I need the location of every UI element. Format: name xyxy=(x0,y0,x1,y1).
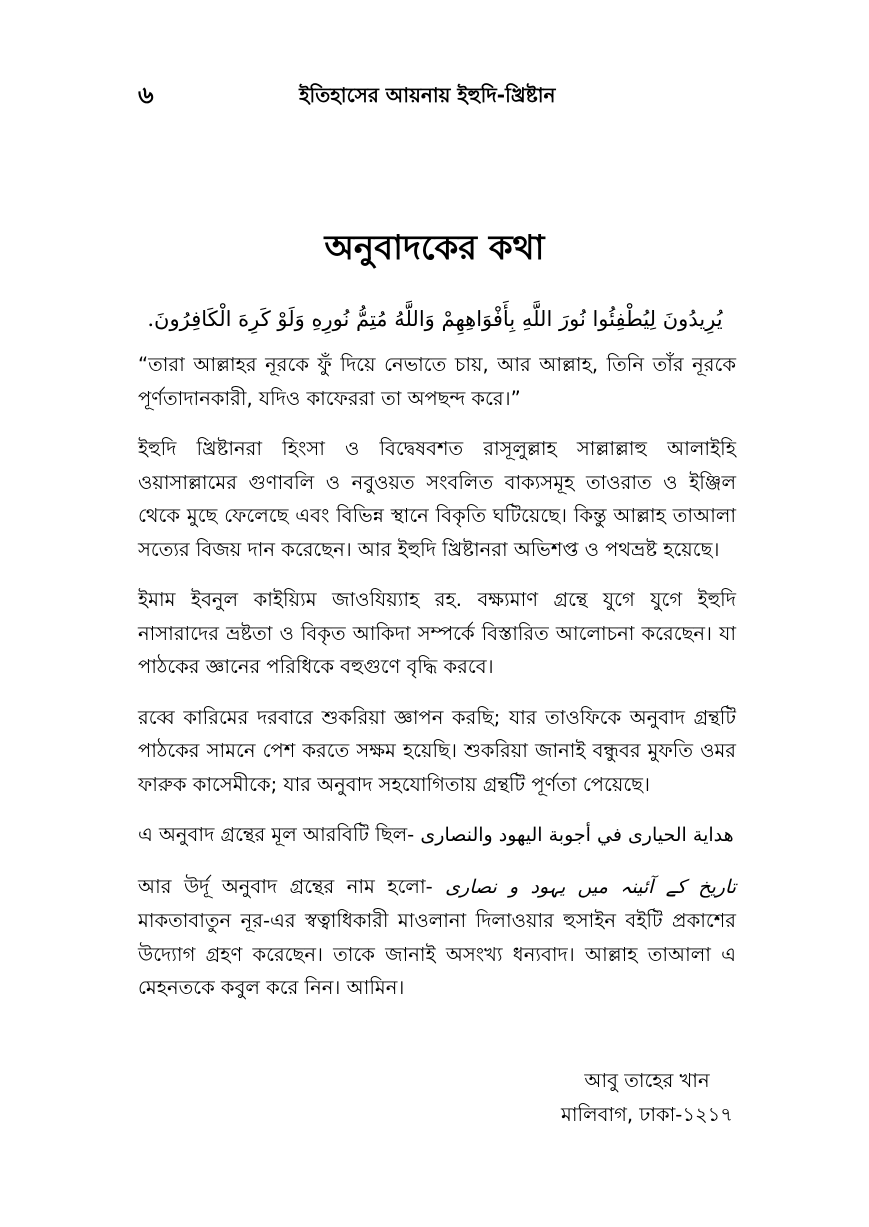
arabic-verse: يُرِيدُونَ لِيُطْفِئُوا نُورَ اللَّهِ بِأَفْوَاهِهِمْ وَاللَّهُ مُتِمُّ نُورِهِ وَلَوْ كَرِهَ الْكَافِرُونَ. xyxy=(147,307,723,331)
urdu-title-prefix: আর উর্দূ অনুবাদ গ্রন্থের নাম হলো- xyxy=(138,874,433,898)
paragraph-original-title xyxy=(138,818,736,853)
translator-place: মালিবাগ, ঢাকা-১২১৭ xyxy=(561,1103,733,1126)
running-title: ইতিহাসের আয়নায় ইহুদি-খ্রিষ্টান xyxy=(299,82,556,107)
urdu-title: تاریخ کے آئینہ میں یہود و نصاری xyxy=(445,875,737,898)
page-number: ৬ xyxy=(138,81,154,109)
section-title: অনুবাদকের কথা xyxy=(324,228,545,268)
page-header xyxy=(138,80,731,114)
body-text xyxy=(138,348,736,1022)
translator-name: আবু তাহের খান xyxy=(584,1069,710,1092)
paragraph-translation: “তারা আল্লাহর নূরকে ফুঁ দিয়ে নেভাতে চায়, আর আল্লাহ, তিনি তাঁর নূরকে পূর্ণতাদানকারী, যদিও কাফেররা তা অপছন্দ করে।” xyxy=(138,353,736,410)
paragraph-book-intro: ইমাম ইবনুল কাইয়্যিম জাওযিয়্যাহ রহ. বক্ষ্যমাণ গ্রন্থে যুগে যুগে ইহুদি নাসারাদের ভ্রষ্টতা ও বিকৃত আকিদা সম্পর্কে বিস্তারিত আলোচনা করেছেন। যা পাঠকের জ্ঞানের পরিধিকে বহুগুণে বৃদ্ধি করবে। xyxy=(138,588,736,678)
publisher-text: মাকতাবাতুন নূর-এর স্বত্বাধিকারী মাওলানা দিলাওয়ার হুসাইন বইটি প্রকাশের উদ্যোগ গ্রহণ করেছেন। তাকে জানাই অসংখ্য ধন্যবাদ। আল্লাহ তাআলা এ মেহনতকে কবুল করে নিন। আমিন। xyxy=(138,909,736,999)
paragraph-gratitude: রব্বে কারিমের দরবারে শুকরিয়া জ্ঞাপন করছি; যার তাওফিকে অনুবাদ গ্রন্থটি পাঠকের সামনে পেশ করতে সক্ষম হয়েছি। শুকরিয়া জানাই বন্ধুবর মুফতি ওমর ফারুক কাসেমীকে; যার অনুবাদ সহযোগিতায় গ্রন্থটি পূর্ণতা পেয়েছে। xyxy=(138,705,736,796)
signature-block xyxy=(561,1064,733,1132)
paragraph-distortion: ইহুদি খ্রিষ্টানরা হিংসা ও বিদ্বেষবশত রাসূলুল্লাহ সাল্লাল্লাহু আলাইহি ওয়াসাল্লামের গুণাবলি ও নবুওয়ত সংবলিত বাক্যসমূহ তাওরাত ও ইঞ্জিল থেকে মুছে ফেলেছে এবং বিভিন্ন স্থানে বিকৃতি ঘটিয়েছে। কিন্তু আল্লাহ তাআলা সত্যের বিজয় দান করেছেন। আর ইহুদি খ্রিষ্টানরা অভিশপ্ত ও পথভ্রষ্ট হয়েছে। xyxy=(138,437,736,561)
original-title-prefix: এ অনুবাদ গ্রন্থের মূল আরবিটি ছিল- xyxy=(138,823,415,846)
original-arabic-title: هداية الحيارى في أجوبة اليهود والنصارى xyxy=(420,824,734,846)
paragraph-urdu-publisher xyxy=(138,870,736,1005)
